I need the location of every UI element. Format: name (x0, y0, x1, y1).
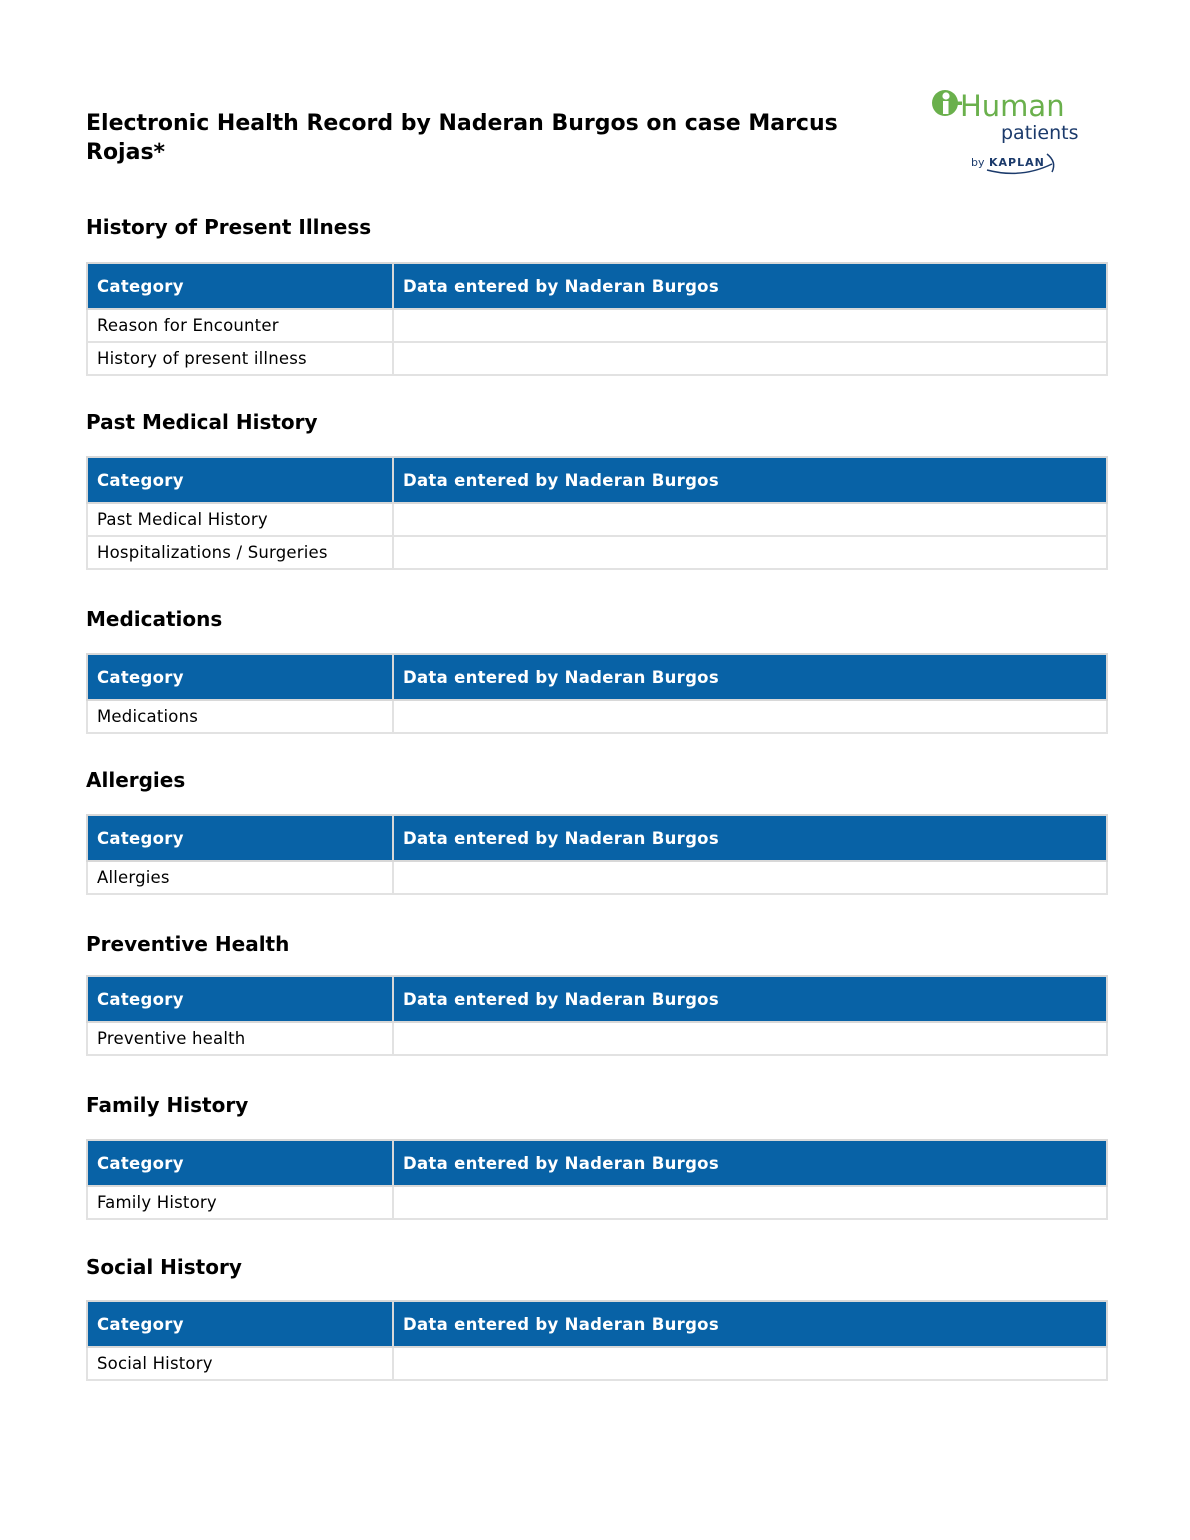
table-header-row (87, 1301, 1107, 1347)
i-human-patients-logo (921, 84, 1106, 182)
column-header-data: Data entered by Naderan Burgos (393, 1301, 1107, 1347)
section-preventive-health (86, 932, 1106, 1056)
table-header-row (87, 457, 1107, 503)
column-header-data: Data entered by Naderan Burgos (393, 976, 1107, 1022)
table-row (87, 503, 1107, 536)
data-cell (393, 1186, 1107, 1219)
document-header (86, 0, 1106, 200)
column-header-category: Category (87, 976, 393, 1022)
data-cell (393, 342, 1107, 375)
data-cell (393, 536, 1107, 569)
svg-text:patients: patients (1001, 122, 1079, 144)
table-header-row (87, 976, 1107, 1022)
section-social-history (86, 1255, 1106, 1381)
section-medications (86, 607, 1106, 734)
page-title: Electronic Health Record by Naderan Burgos on case Marcus Rojas* (86, 111, 838, 165)
column-header-category: Category (87, 1301, 393, 1347)
section-allergies (86, 768, 1106, 895)
document-page (86, 0, 1106, 1373)
table-row (87, 700, 1107, 733)
data-cell (393, 309, 1107, 342)
table-row (87, 309, 1107, 342)
section-title: Social History (86, 1255, 242, 1279)
section-family-history (86, 1093, 1106, 1220)
svg-text:KAPLAN: KAPLAN (989, 156, 1045, 169)
column-header-data: Data entered by Naderan Burgos (393, 457, 1107, 503)
column-header-category: Category (87, 1140, 393, 1186)
section-title: Preventive Health (86, 932, 290, 956)
ehr-table (86, 1300, 1108, 1381)
section-title: History of Present Illness (86, 215, 372, 239)
column-header-data: Data entered by Naderan Burgos (393, 815, 1107, 861)
data-cell (393, 700, 1107, 733)
data-cell (393, 1022, 1107, 1055)
table-header-row (87, 1140, 1107, 1186)
column-header-category: Category (87, 654, 393, 700)
table-row (87, 342, 1107, 375)
column-header-data: Data entered by Naderan Burgos (393, 263, 1107, 309)
svg-text:Human: Human (960, 89, 1065, 123)
category-cell: Social History (87, 1347, 393, 1380)
table-header-row (87, 815, 1107, 861)
ehr-table (86, 975, 1108, 1056)
section-past-medical-history (86, 410, 1106, 570)
ehr-table (86, 814, 1108, 895)
column-header-category: Category (87, 815, 393, 861)
ehr-table (86, 1139, 1108, 1220)
data-cell (393, 861, 1107, 894)
data-cell (393, 503, 1107, 536)
table-header-row (87, 263, 1107, 309)
category-cell: Medications (87, 700, 393, 733)
column-header-data: Data entered by Naderan Burgos (393, 654, 1107, 700)
table-row (87, 1022, 1107, 1055)
table-row (87, 536, 1107, 569)
ehr-table (86, 262, 1108, 376)
category-cell: Hospitalizations / Surgeries (87, 536, 393, 569)
table-row (87, 861, 1107, 894)
section-title: Past Medical History (86, 410, 318, 434)
category-cell: Allergies (87, 861, 393, 894)
category-cell: Family History (87, 1186, 393, 1219)
data-cell (393, 1347, 1107, 1380)
section-title: Family History (86, 1093, 249, 1117)
table-row (87, 1347, 1107, 1380)
column-header-category: Category (87, 263, 393, 309)
section-title: Allergies (86, 768, 186, 792)
svg-text:by: by (971, 156, 985, 169)
category-cell: Preventive health (87, 1022, 393, 1055)
section-title: Medications (86, 607, 223, 631)
table-row (87, 1186, 1107, 1219)
section-history-of-present-illness (86, 215, 1106, 376)
column-header-category: Category (87, 457, 393, 503)
column-header-data: Data entered by Naderan Burgos (393, 1140, 1107, 1186)
category-cell: Past Medical History (87, 503, 393, 536)
category-cell: Reason for Encounter (87, 309, 393, 342)
table-header-row (87, 654, 1107, 700)
category-cell: History of present illness (87, 342, 393, 375)
ehr-table (86, 456, 1108, 570)
ehr-table (86, 653, 1108, 734)
